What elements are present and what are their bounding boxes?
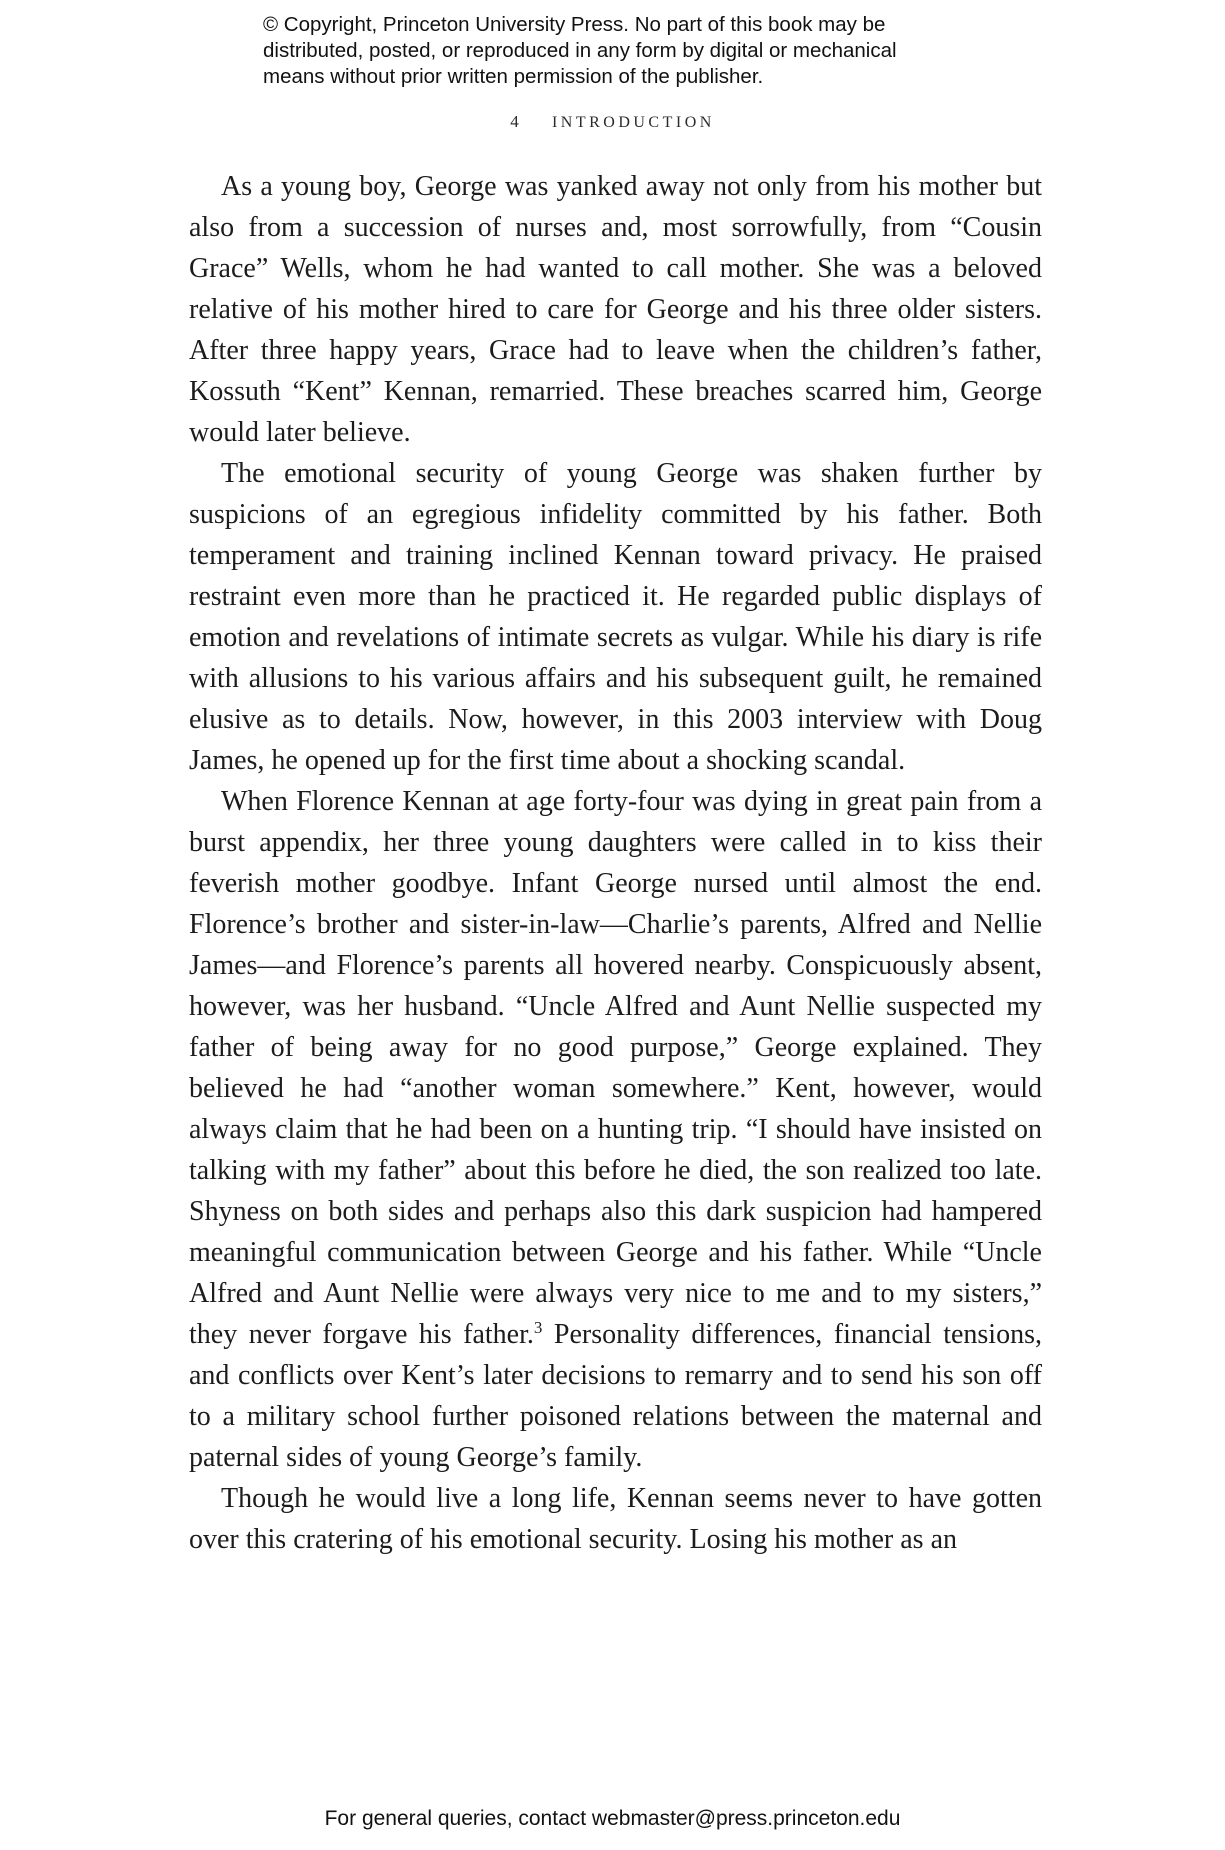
paragraph: As a young boy, George was yanked away not only from his mother but also from a succession of nurses and, most sorrowfully, from “Cousin Grace” Wells, whom he had wanted to call mother. She was a beloved relative of his mother hired to care for George and his three older sisters. After three happy years, Grace had to leave when the children’s father, Kossuth “Kent” Kennan, remarried. These breaches scarred him, George would later believe. — [189, 171, 1042, 448]
copyright-line: © Copyright, Princeton University Press. No part of this book may be — [263, 13, 886, 36]
paragraph-text: The emotional security of young George was shaken further by suspicions of an egregious infidelity committed by his father. Both temperament and training inclined Kennan toward privacy. He praised restraint even more than he practiced it. He regarded public displays of emotion and revelations of intimate secrets as vulgar. While his diary is rife with allusions to his various affairs and his subsequent guilt, he remained elusive as to details. Now, however, in this 2003 interview with Doug James, he opened up for the first time about a shocking scandal. — [189, 458, 1042, 776]
copyright-notice — [263, 12, 1023, 90]
paragraph: Though he would live a long life, Kennan seems never to have gotten over this cratering of his emotional security. Losing his mother as an — [189, 1483, 1042, 1555]
paragraph-text: When Florence Kennan at age forty-four was dying in great pain from a burst appendix, her three young daughters were called in to kiss their feverish mother goodbye. Infant George nursed until almost the end. Florence’s brother and sister-in-law—Charlie’s parents, Alfred and Nellie James—and Florence’s parents all hovered nearby. Conspicuously absent, however, was her husband. “Uncle Alfred and Aunt Nellie suspected my father of being away for no good purpose,” George explained. They believed he had “another woman somewhere.” Kent, however, would always claim that he had been on a hunting trip. “I should have insisted on talking with my father” about this before he died, the son realized too late. Shyness on both sides and perhaps also this dark suspicion had hampered meaningful communication between George and his father. While “Uncle Alfred and Aunt Nellie were always very nice to me and to my sisters,” they never forgave his father. — [189, 786, 1042, 1350]
section-title: INTRODUCTION — [551, 114, 715, 131]
paragraph — [189, 453, 1042, 781]
paragraph — [189, 781, 1042, 1478]
footer-contact: For general queries, contact webmaster@press.princeton.edu — [324, 1807, 901, 1830]
body-text — [189, 166, 1042, 1560]
paragraph-text-continued: Personality differences, financial tensions, and conflicts over Kent’s later decisions to remarry and to send his son off to a military school further poisoned relations between the maternal and paternal sides of young George’s family. — [189, 1319, 1042, 1473]
copyright-line: means without prior written permission of the publisher. — [263, 65, 764, 88]
running-head — [0, 112, 1225, 132]
page-number: 4 — [510, 112, 519, 131]
footnote-marker[interactable]: 3 — [533, 1318, 543, 1337]
copyright-line: distributed, posted, or reproduced in any form by digital or mechanical — [263, 39, 897, 62]
